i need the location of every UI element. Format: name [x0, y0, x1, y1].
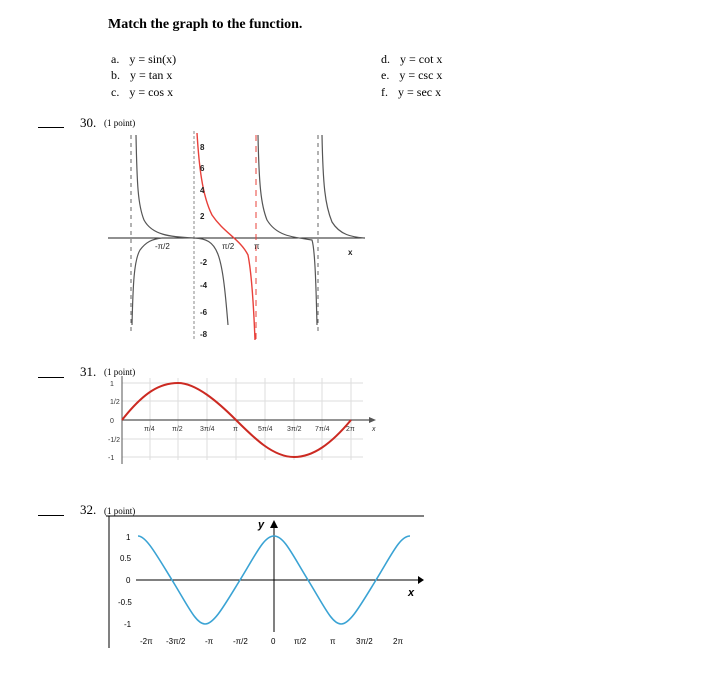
- x-tick-label: π: [330, 637, 336, 646]
- x-tick-label: π/2: [294, 637, 307, 646]
- y-tick-label: 1/2: [110, 399, 120, 406]
- black-curve: [132, 238, 162, 325]
- y-tick-label: 1: [126, 533, 131, 542]
- x-tick-label: -3π/2: [166, 637, 186, 646]
- choice-letter: c.: [111, 85, 120, 99]
- x-tick-label: -π/2: [155, 242, 170, 251]
- black-curve: [136, 135, 228, 325]
- y-axis-arrow: [270, 520, 278, 528]
- answer-blank-31[interactable]: [38, 377, 64, 378]
- x-tick-label: 3π/2: [287, 426, 302, 433]
- y-tick-label: -6: [200, 308, 208, 317]
- question-points: (1 point): [104, 506, 136, 516]
- x-tick-label: π/4: [144, 426, 155, 433]
- choice-a: [111, 52, 176, 67]
- x-axis-arrow: [418, 576, 424, 584]
- y-tick-label: -0.5: [118, 598, 132, 607]
- question-number: 30.: [80, 115, 97, 130]
- y-tick-label: 4: [200, 186, 205, 195]
- x-tick-label: -2π: [140, 637, 153, 646]
- y-tick-label: -2: [200, 258, 208, 267]
- x-tick-label: 0: [271, 637, 276, 646]
- x-axis-label: x: [408, 587, 415, 599]
- x-tick-label: π/2: [222, 242, 235, 251]
- x-axis-label: x: [372, 426, 376, 433]
- y-tick-label: -1: [124, 620, 132, 629]
- answer-blank-32[interactable]: [38, 515, 64, 516]
- question-points: (1 point): [104, 118, 136, 128]
- x-tick-label: 3π/4: [200, 426, 215, 433]
- y-tick-label: 1: [110, 381, 114, 388]
- choice-letter: e.: [381, 68, 390, 82]
- x-tick-label: 2π: [393, 637, 403, 646]
- graph-32: [106, 514, 426, 650]
- answer-blank-30[interactable]: [38, 127, 64, 128]
- x-tick-label: π: [254, 242, 260, 251]
- choice-function: y = cot x: [400, 52, 443, 66]
- black-curve: [322, 135, 364, 238]
- y-tick-label: 0.5: [120, 554, 132, 563]
- choice-function: y = sin(x): [129, 52, 177, 66]
- y-axis-label: y: [258, 519, 265, 531]
- choice-function: y = csc x: [399, 68, 443, 82]
- y-tick-label: -4: [200, 281, 208, 290]
- y-tick-label: -1/2: [108, 437, 121, 444]
- choice-letter: f.: [381, 85, 388, 99]
- x-tick-label: -π: [205, 637, 214, 646]
- graph-30: [100, 125, 370, 345]
- y-tick-label: 6: [200, 164, 205, 173]
- choice-e: [381, 68, 442, 83]
- choice-b: [111, 68, 172, 83]
- x-axis-label: x: [348, 248, 353, 257]
- choice-function: y = sec x: [398, 85, 442, 99]
- choice-letter: a.: [111, 52, 120, 66]
- y-tick-label: 2: [200, 212, 205, 221]
- x-tick-label: π: [233, 426, 238, 433]
- y-tick-label: -1: [108, 455, 115, 462]
- page-title: Match the graph to the function.: [108, 17, 303, 32]
- question-points: (1 point): [104, 367, 136, 377]
- y-tick-label: 8: [200, 143, 205, 152]
- y-tick-label: -8: [200, 330, 208, 339]
- x-tick-label: -π/2: [233, 637, 248, 646]
- y-tick-label: 0: [110, 418, 114, 425]
- choice-letter: d.: [381, 52, 390, 66]
- y-tick-label: 0: [126, 576, 131, 585]
- x-tick-label: 7π/4: [315, 426, 330, 433]
- black-curve: [258, 135, 317, 325]
- x-tick-label: 3π/2: [356, 637, 373, 646]
- x-tick-label: 5π/4: [258, 426, 273, 433]
- choice-f: [381, 85, 441, 100]
- choice-d: [381, 52, 442, 67]
- x-tick-label: π/2: [172, 426, 183, 433]
- choice-letter: b.: [111, 68, 120, 82]
- graph-31: [108, 374, 383, 466]
- x-axis-arrow: [369, 417, 376, 423]
- choice-function: y = cos x: [129, 85, 174, 99]
- question-number: 31.: [80, 364, 97, 379]
- choice-function: y = tan x: [130, 68, 173, 82]
- choice-c: [111, 85, 173, 100]
- question-number: 32.: [80, 502, 97, 517]
- x-tick-label: 2π: [346, 426, 355, 433]
